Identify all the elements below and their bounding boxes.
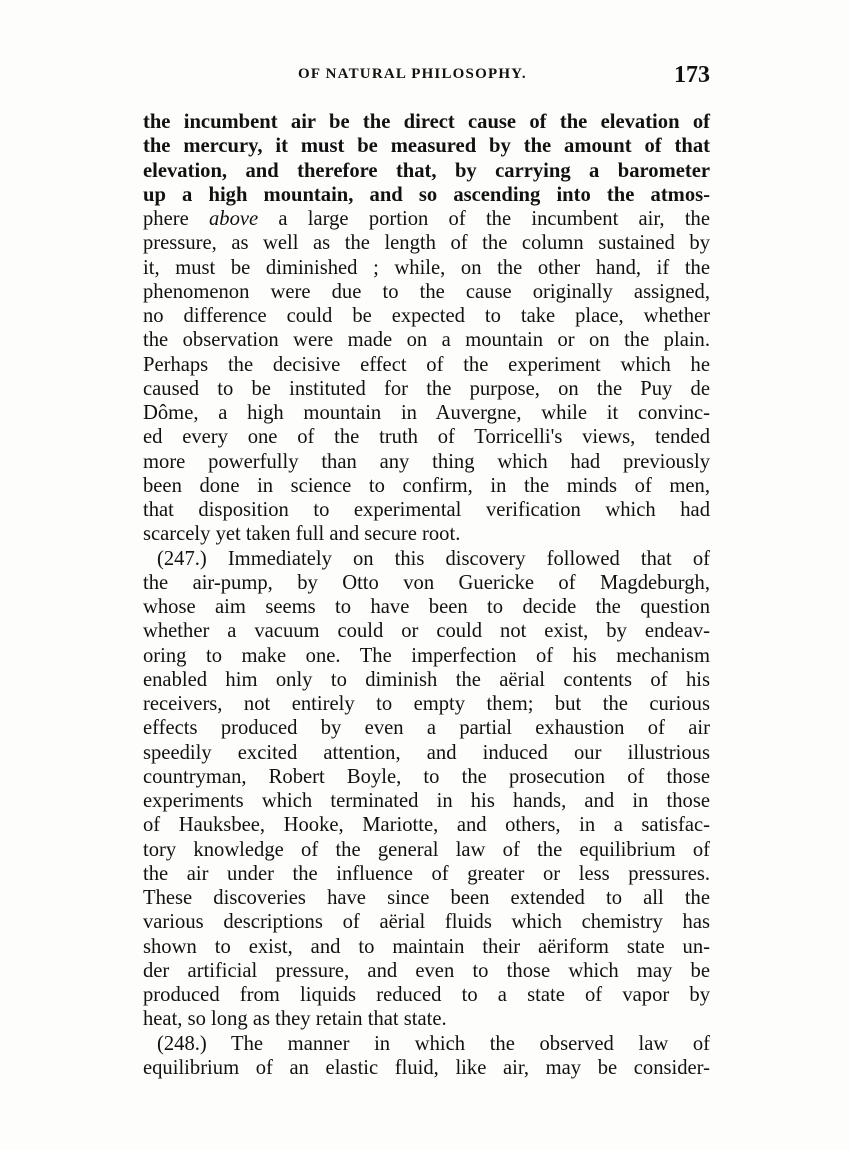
text-line: pressure, as well as the length of the column sustained by — [143, 232, 710, 255]
text-line: scarcely yet taken full and secure root. — [143, 523, 461, 546]
text-line: tory knowledge of the general law of the equilibrium of — [143, 838, 710, 861]
text-line: the air-pump, by Otto von Guericke of Magdeburgh, — [143, 571, 710, 594]
text-fragment: phere — [143, 208, 209, 230]
text-line: whether a vacuum could or could not exist, by endeav- — [143, 620, 710, 643]
text-line: receivers, not entirely to empty them; but the curious — [143, 693, 710, 715]
text-line: more powerfully than any thing which had previously — [143, 450, 710, 473]
text-line: of Hauksbee, Hooke, Mariotte, and others, in a satisfac- — [143, 814, 710, 837]
text-line: ed every one of the truth of Torricelli's views, tended — [143, 426, 710, 449]
text-line: enabled him only to diminish the aërial contents of his — [143, 668, 710, 691]
text-line: shown to exist, and to maintain their aëriform state un- — [143, 935, 710, 958]
text-line: heat, so long as they retain that state. — [143, 1008, 447, 1031]
text-line: elevation, and therefore that, by carrying a barometer — [143, 159, 710, 182]
text-line: up a high mountain, and so ascending into the atmos- — [143, 183, 710, 206]
page-number: 173 — [674, 62, 710, 88]
text-line: the observation were made on a mountain or on the plain. — [143, 329, 710, 352]
text-line: These discoveries have since been extended to all the — [143, 887, 710, 909]
text-line: caused to be instituted for the purpose, on the Puy de — [143, 377, 710, 400]
text-line: no difference could be expected to take place, whether — [143, 305, 710, 327]
text-fragment: a large portion of the incumbent air, the — [258, 208, 710, 230]
text-line: countryman, Robert Boyle, to the prosecution of those — [143, 765, 710, 788]
text-line: various descriptions of aërial fluids which chemistry has — [143, 911, 710, 934]
text-line: Perhaps the decisive effect of the experiment which he — [143, 353, 710, 376]
text-line — [143, 207, 710, 231]
italic-word: above — [208, 208, 259, 230]
text-line: the air under the influence of greater or less pressures. — [143, 862, 710, 885]
text-line: experiments which terminated in his hands, and in those — [143, 790, 710, 812]
text-line: equilibrium of an elastic fluid, like air, may be consider- — [143, 1056, 710, 1079]
text-line: phenomenon were due to the cause originally assigned, — [143, 280, 710, 303]
text-line: the incumbent air be the direct cause of the elevation of — [143, 111, 710, 133]
text-line: been done in science to confirm, in the minds of men, — [143, 474, 710, 497]
text-line: that disposition to experimental verification which had — [143, 499, 710, 521]
body-text — [143, 110, 710, 1080]
running-header — [143, 62, 710, 92]
text-line: der artificial pressure, and even to those which may be — [143, 959, 710, 982]
text-line: it, must be diminished ; while, on the other hand, if the — [143, 256, 710, 279]
text-line: (247.) Immediately on this discovery followed that of — [157, 547, 710, 570]
text-line: the mercury, it must be measured by the amount of that — [143, 135, 710, 158]
text-line: produced from liquids reduced to a state of vapor by — [143, 984, 710, 1006]
text-line: whose aim seems to have been to decide the question — [143, 596, 710, 618]
running-title: OF NATURAL PHILOSOPHY. — [298, 66, 527, 82]
text-line: (248.) The manner in which the observed law of — [157, 1032, 710, 1055]
text-line: oring to make one. The imperfection of his mechanism — [143, 644, 710, 667]
text-line: effects produced by even a partial exhaustion of air — [143, 717, 710, 740]
text-line: Dôme, a high mountain in Auvergne, while it convinc- — [143, 402, 710, 424]
text-line: speedily excited attention, and induced our illustrious — [143, 741, 710, 764]
